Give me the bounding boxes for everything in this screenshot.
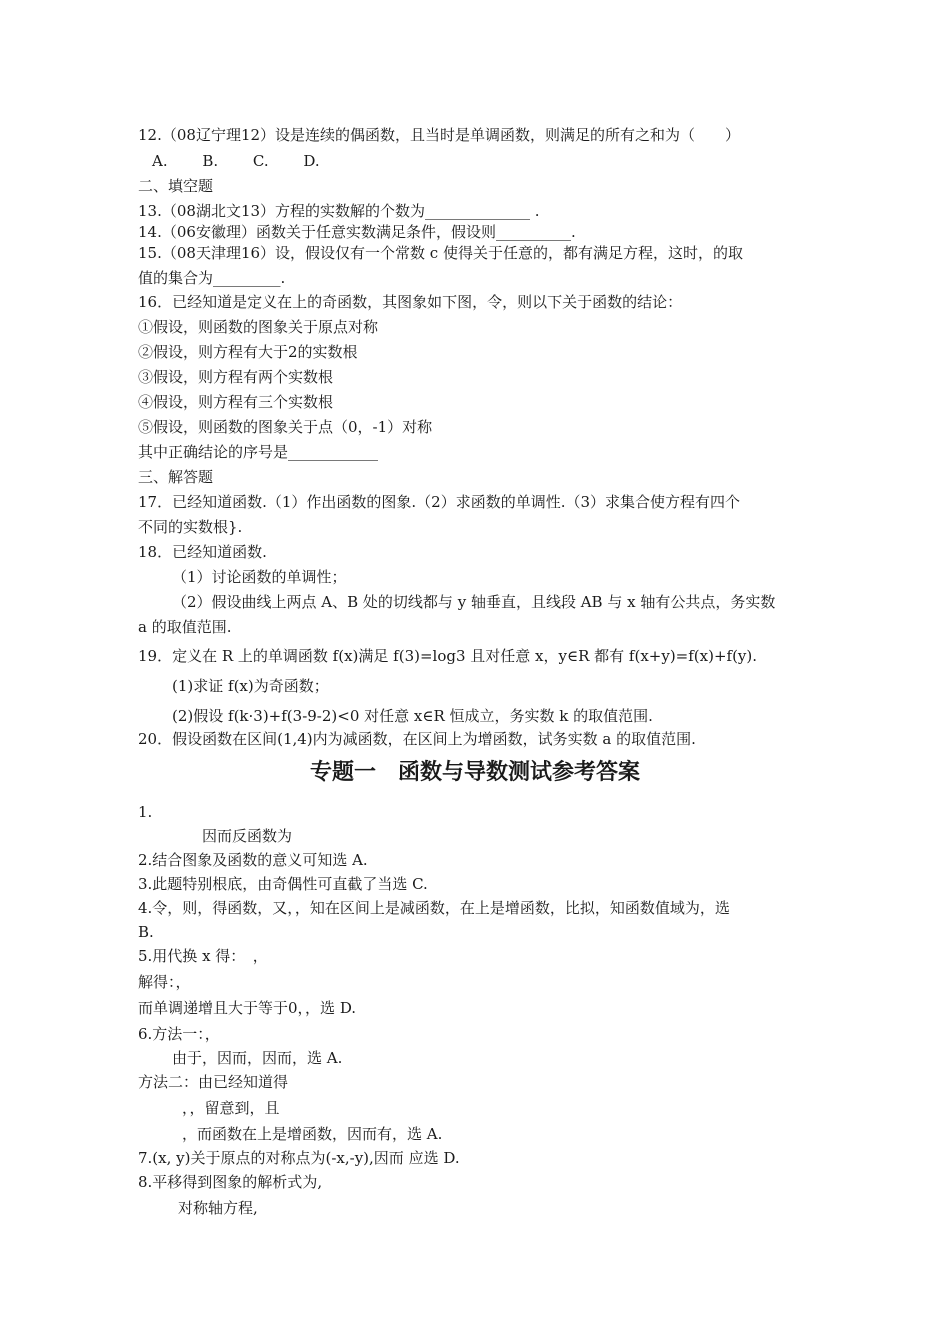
question-19: 19．定义在 R 上的单调函数 f(x)满足 f(3)=log3 且对任意 x，y∈R 都有 f(x+y)=f(x)+f(y). [138, 647, 758, 665]
question-17-line-2: 不同的实数根}. [138, 518, 243, 536]
question-16-answer-prompt: 其中正确结论的序号是____________ [138, 443, 379, 461]
answer-5-solve: 解得：， [138, 973, 191, 991]
answer-1-detail: 因而反函数为 [202, 827, 293, 845]
question-16-item-1: ①假设，则函数的图象关于原点对称 [138, 318, 379, 336]
answer-section-title: 专题一 函数与导数测试参考答案 [309, 760, 640, 785]
question-16-item-3: ③假设，则方程有两个实数根 [138, 368, 334, 386]
answer-3: 3.此题特别根底，由奇偶性可直截了当选 C. [138, 875, 428, 893]
question-18-part-2-cont: a 的取值范围. [138, 618, 232, 636]
question-15-line-2: 值的集合为_________. [138, 269, 286, 287]
answer-5: 5.用代换 x 得： ， [138, 947, 268, 965]
question-18-part-1: （1）讨论函数的单调性； [172, 568, 347, 586]
question-14: 14.（06安徽理）函数关于任意实数满足条件，假设则__________. [138, 223, 576, 241]
answer-6-method-2: 方法二：由已经知道得 [138, 1073, 289, 1091]
question-19-part-2: (2)假设 f(k·3)+f(3-9-2)<0 对任意 x∈R 恒成立，务实数 k 的取值范围. [172, 707, 653, 725]
question-12-options: A. B. C. D. [152, 152, 320, 170]
question-16-item-2: ②假设，则方程有大于2的实数根 [138, 343, 358, 361]
section-heading-solutions: 三、解答题 [138, 468, 214, 486]
answer-6-method-2-step-1: ，，留意到，且 [182, 1099, 280, 1117]
answer-8: 8.平移得到图象的解析式为, [138, 1173, 323, 1191]
question-20: 20．假设函数在区间(1,4)内为减函数，在区间上为增函数，试务实数 a 的取值范围. [138, 730, 696, 748]
answer-6-method-2-step-2: ，而函数在上是增函数，因而有，选 A. [182, 1125, 443, 1143]
answer-2: 2.结合图象及函数的意义可知选 A. [138, 851, 368, 869]
answer-6-method-1-detail: 由于，因而，因而，选 A. [172, 1049, 343, 1067]
question-12: 12.（08辽宁理12）设是连续的偶函数，且当时是单调函数，则满足的所有之和为（ ） [138, 126, 741, 144]
question-19-part-1: (1)求证 f(x)为奇函数； [172, 677, 329, 695]
question-16: 16．已经知道是定义在上的奇函数，其图象如下图，令，则以下关于函数的结论： [138, 293, 683, 311]
question-18: 18．已经知道函数. [138, 543, 267, 561]
answer-4: 4.令，则，得函数，又，，知在区间上是减函数，在上是增函数，比拟，知函数值域为，选 [138, 899, 730, 917]
answer-6-method-1: 6.方法一：， [138, 1025, 220, 1043]
answer-8-detail: 对称轴方程, [178, 1199, 258, 1217]
answer-1: 1. [138, 803, 153, 821]
answer-4-cont: B. [138, 923, 154, 941]
question-16-item-5: ⑤假设，则函数的图象关于点（0，-1）对称 [138, 418, 433, 436]
question-17-line-1: 17．已经知道函数.（1）作出函数的图象.（2）求函数的单调性.（3）求集合使方程有四个 [138, 493, 741, 511]
section-heading-fill-in: 二、填空题 [138, 177, 214, 195]
question-13: 13.（08湖北文13）方程的实数解的个数为______________ . [138, 202, 540, 220]
question-16-item-4: ④假设，则方程有三个实数根 [138, 393, 334, 411]
answer-5-conclusion: 而单调递增且大于等于0，，选 D. [138, 999, 357, 1017]
answer-7: 7.(x, y)关于原点的对称点为(-x,-y),因而 应选 D. [138, 1149, 460, 1167]
question-18-part-2: （2）假设曲线上两点 A、B 处的切线都与 y 轴垂直，且线段 AB 与 x 轴有公共点，务实数 [172, 593, 776, 611]
question-15-line-1: 15.（08天津理16）设，假设仅有一个常数 c 使得关于任意的，都有满足方程，这时，的取 [138, 244, 743, 262]
